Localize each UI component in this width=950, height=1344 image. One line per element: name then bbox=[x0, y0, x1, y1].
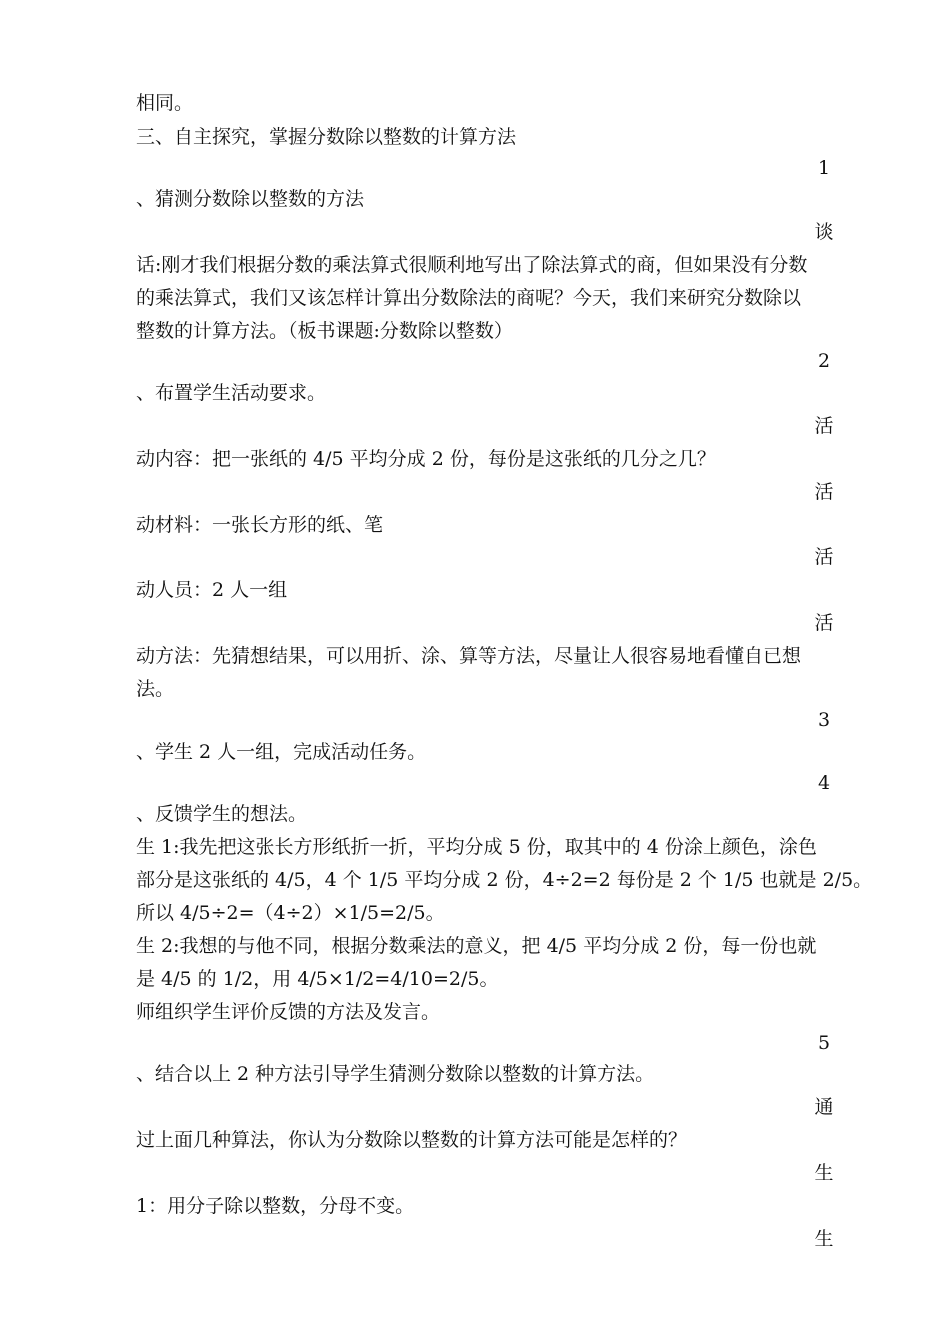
subheading: 、布置学生活动要求。 bbox=[136, 382, 327, 404]
margin-char: 生 bbox=[814, 1162, 834, 1184]
margin-char: 谈 bbox=[814, 221, 834, 243]
margin-char: 活 bbox=[814, 546, 834, 568]
text-line: 相同。 bbox=[136, 92, 194, 114]
text-line: 所以 4/5÷2=（4÷2）×1/5=2/5。 bbox=[136, 902, 445, 924]
margin-number: 1 bbox=[817, 157, 831, 179]
subheading: 、猜测分数除以整数的方法 bbox=[136, 188, 365, 210]
text-line: 1：用分子除以整数，分母不变。 bbox=[136, 1195, 415, 1217]
margin-char: 通 bbox=[814, 1096, 834, 1118]
text-line: 动方法：先猜想结果，可以用折、涂、算等方法，尽量让人很容易地看懂自已想 bbox=[136, 645, 802, 667]
margin-number: 2 bbox=[817, 350, 831, 372]
text-line: 法。 bbox=[136, 678, 175, 700]
text-line: 动材料：一张长方形的纸、笔 bbox=[136, 514, 384, 536]
margin-char: 活 bbox=[814, 612, 834, 634]
subheading: 、反馈学生的想法。 bbox=[136, 803, 308, 825]
text-line: 话:刚才我们根据分数的乘法算式很顺利地写出了除法算式的商，但如果没有分数 bbox=[136, 254, 808, 276]
text-line: 部分是这张纸的 4/5，4 个 1/5 平均分成 2 份，4÷2=2 每份是 2 个 1/5 也就是 2/5。 bbox=[136, 869, 873, 891]
text-line: 动内容：把一张纸的 4/5 平均分成 2 份，每份是这张纸的几分之几？ bbox=[136, 448, 716, 470]
subheading: 、学生 2 人一组，完成活动任务。 bbox=[136, 741, 427, 763]
margin-char: 活 bbox=[814, 481, 834, 503]
margin-number: 5 bbox=[817, 1032, 831, 1054]
text-line: 生 2:我想的与他不同，根据分数乘法的意义，把 4/5 平均分成 2 份，每一份也就 bbox=[136, 935, 817, 957]
text-line: 师组织学生评价反馈的方法及发言。 bbox=[136, 1001, 441, 1023]
text-line: 是 4/5 的 1/2，用 4/5×1/2=4/10=2/5。 bbox=[136, 968, 499, 990]
text-line: 整数的计算方法。（板书课题:分数除以整数） bbox=[136, 320, 513, 342]
text-line: 动人员：2 人一组 bbox=[136, 579, 288, 601]
text-line: 过上面几种算法，你认为分数除以整数的计算方法可能是怎样的？ bbox=[136, 1129, 688, 1151]
section-heading: 三、自主探究，掌握分数除以整数的计算方法 bbox=[136, 126, 517, 148]
subheading: 、结合以上 2 种方法引导学生猜测分数除以整数的计算方法。 bbox=[136, 1063, 655, 1085]
margin-number: 3 bbox=[817, 709, 831, 731]
margin-number: 4 bbox=[817, 772, 831, 794]
text-line: 生 1:我先把这张长方形纸折一折，平均分成 5 份，取其中的 4 份涂上颜色，涂色 bbox=[136, 836, 817, 858]
margin-char: 活 bbox=[814, 415, 834, 437]
text-line: 的乘法算式，我们又该怎样计算出分数除法的商呢？今天，我们来研究分数除以 bbox=[136, 287, 802, 309]
margin-char: 生 bbox=[814, 1228, 834, 1250]
